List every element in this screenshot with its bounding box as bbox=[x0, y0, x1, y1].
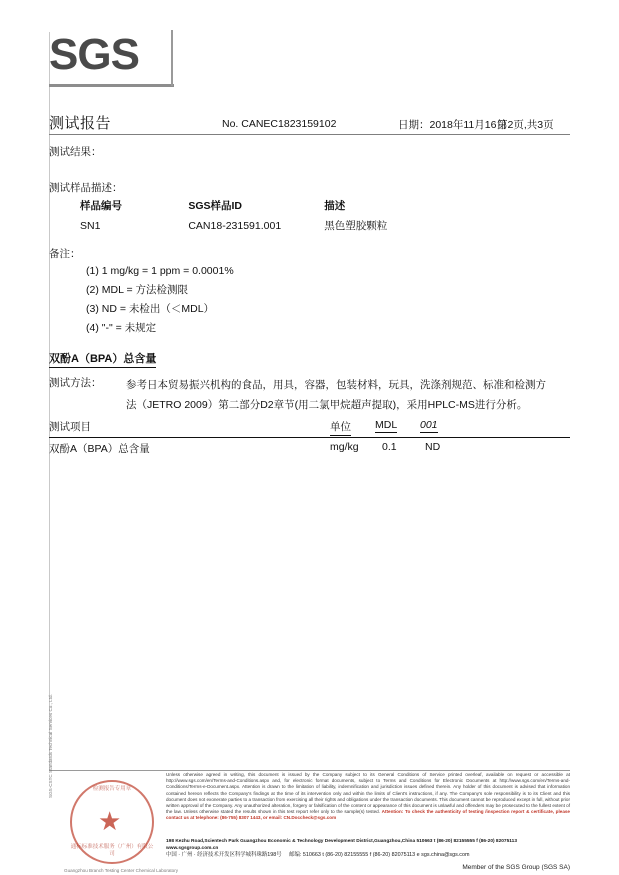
list-item: (1) 1 mg/kg = 1 ppm = 0.0001% bbox=[86, 265, 234, 277]
page-title: 测试报告 bbox=[49, 115, 112, 132]
seal-left-text: SGS-CSTC Standards Technical Services Co., Ltd. bbox=[48, 694, 53, 798]
page-indicator: 第2页,共3页 bbox=[497, 119, 554, 131]
column-header-sample-001: 001 bbox=[420, 419, 438, 431]
list-item: (2) MDL = 方法检测限 bbox=[86, 284, 188, 296]
test-method-text: 参考日本贸易振兴机构的食品，用具，容器，包装材料，玩具，洗涤剂规范、标准和检测方法（JETRO 2009）第二部分D2章节(用二氯甲烷超声提取)，采用HPLC-MS进行分析。 bbox=[126, 379, 546, 411]
cell-unit: mg/kg bbox=[330, 441, 359, 453]
cell-test-item: 双酚A（BPA）总含量 bbox=[49, 443, 150, 455]
column-header-sample-no: 样品编号 bbox=[80, 200, 122, 212]
seal-top-text: 检测报告专用章 bbox=[92, 786, 132, 792]
legal-disclaimer bbox=[166, 772, 570, 822]
left-margin-rule bbox=[49, 32, 50, 770]
remarks-list bbox=[86, 262, 234, 338]
sample-table bbox=[80, 198, 500, 233]
footer-member-text: Member of the SGS Group (SGS SA) bbox=[462, 864, 570, 871]
legal-attention-text[interactable]: Attention: To check the authenticity of testing /inspection report & certificate, please contact us at telephone: (86-755) 8307 1443, or email: CN.Doccheck@sgs.com bbox=[166, 809, 570, 821]
footer-address-cn-detail: 邮编: 510663 t (86-20) 82155555 f (86-20) 82075113 e sgs.china@sgs.com bbox=[289, 852, 470, 858]
test-method-label: 测试方法： bbox=[49, 377, 102, 389]
column-header-description: 描述 bbox=[324, 200, 346, 212]
cell-description: 黑色塑胶颗粒 bbox=[324, 220, 388, 232]
header-rule bbox=[49, 134, 570, 135]
list-item: (3) ND = 未检出（＜MDL） bbox=[86, 303, 215, 315]
table-header-row bbox=[80, 198, 500, 218]
legal-body-text: Unless otherwise agreed in writing, this document is issued by the Company subject to its General Conditions of Service printed overleaf, available on request or accessible at http://www.sgs.com/en/Terms-and-Conditions.aspx and, for electronic format documents, subject to Terms and Conditions for Electronic Documents at http://www.sgs.com/en/Terms-and-Conditions/Terms-e-Document.aspx. Attention is drawn to the limitation of liability, indemnification and jurisdiction issues defined therein. Any holder of this document is advised that information contained hereon reflects the Company's findings at the time of its intervention only and within the limits of Client's instructions, if any. The Company's sole responsibility is to its Client and this document does not exonerate parties to a transaction from exercising all their rights and obligations under the transaction documents. This document cannot be reproduced except in full, without prior written approval of the Company. Any unauthorized alteration, forgery or falsification of the content or appearance of this document is unlawful and offenders may be prosecuted to the fullest extent of the law. Unless otherwise stated the results shown in this test report refer only to the sample(s) tested. bbox=[166, 772, 570, 815]
logo-divider-icon bbox=[171, 30, 173, 86]
cell-result-value: ND bbox=[425, 441, 441, 453]
footer-address-cn-main: 中国 · 广州 · 经济技术开发区科学城科珠路198号 bbox=[166, 852, 282, 858]
logo-underline bbox=[49, 84, 174, 87]
sgs-logo bbox=[49, 32, 179, 82]
list-item: (4) "-" = 未规定 bbox=[86, 322, 157, 334]
remarks-label: 备注： bbox=[49, 248, 81, 260]
column-header-sgs-id: SGS样品ID bbox=[188, 200, 243, 212]
sgs-logo-text: SGS bbox=[49, 30, 139, 79]
footer-address-cn bbox=[166, 852, 570, 859]
footer-address-en: 198 Kezhu Road,Scientech Park Guangzhou Economic & Technology Development District,Guangzhou,China 510663 t (86-20) 82155555 f (86-20) 82075113 www.sgsgroup.com.cn bbox=[166, 839, 517, 851]
results-label: 测试结果： bbox=[49, 146, 102, 158]
result-table-rule bbox=[49, 437, 570, 438]
cell-sample-no: SN1 bbox=[80, 219, 101, 232]
column-header-unit: 单位 bbox=[330, 419, 351, 436]
company-seal-stamp bbox=[48, 694, 179, 873]
seal-right-text: Guangzhou Branch Testing Center Chemical Laboratory bbox=[64, 868, 179, 873]
column-header-mdl: MDL bbox=[375, 419, 398, 431]
table-row bbox=[80, 218, 500, 233]
cell-sgs-id: CAN18-231591.001 bbox=[188, 219, 282, 232]
seal-bottom-text: 通标标准技术服务（广州）有限公司 bbox=[70, 844, 154, 857]
footer-rule bbox=[49, 770, 570, 771]
report-date: 日期：2018年11月16日 bbox=[398, 119, 507, 131]
column-header-test-item: 测试项目 bbox=[49, 421, 91, 433]
sample-description-label: 测试样品描述： bbox=[49, 182, 123, 194]
section-title-bpa: 双酚A（BPA）总含量 bbox=[49, 350, 156, 368]
cell-mdl: 0.1 bbox=[382, 441, 397, 453]
report-number: No. CANEC1823159102 bbox=[222, 118, 337, 130]
